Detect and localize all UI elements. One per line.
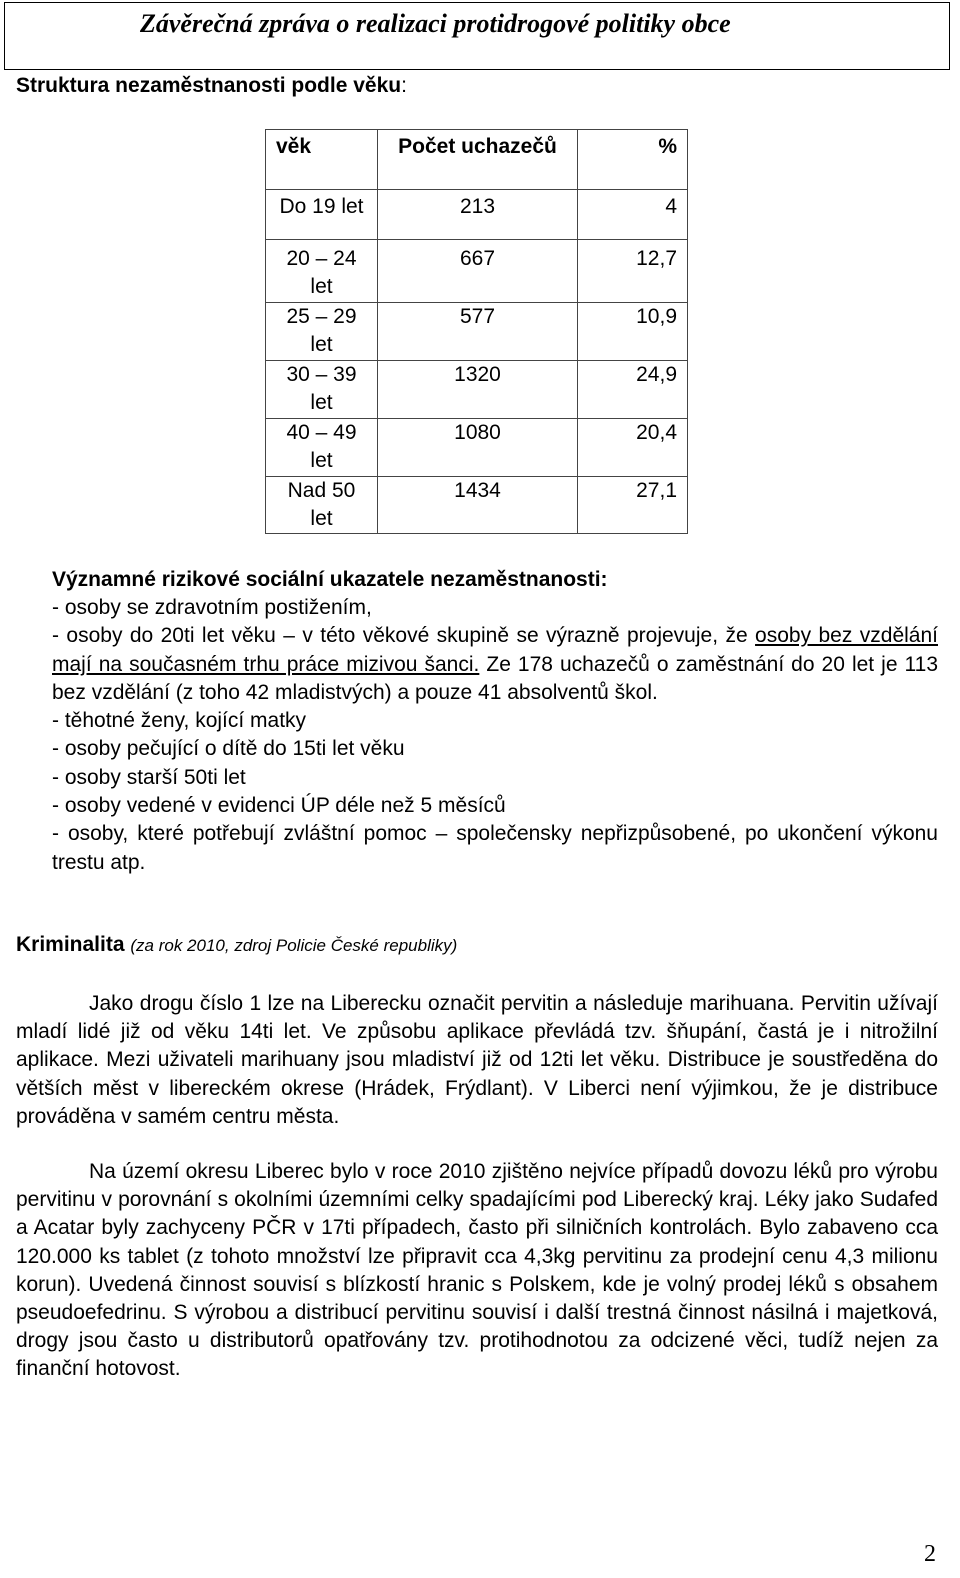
- table-row: [266, 240, 688, 303]
- age-cell: 25 – 29 let: [266, 303, 378, 361]
- list-item: - osoby vedené v evidenci ÚP déle než 5 měsíců: [52, 794, 506, 818]
- list-item: [52, 622, 938, 707]
- table-row: [266, 361, 688, 419]
- percent-cell: 10,9: [578, 303, 688, 361]
- table-row: [266, 303, 688, 361]
- table-header-row: [266, 130, 688, 190]
- crime-heading-text: Kriminalita: [16, 933, 125, 956]
- percent-cell: 12,7: [578, 240, 688, 303]
- list-item: - osoby pečující o dítě do 15ti let věku: [52, 737, 405, 761]
- list-item: - osoby starší 50ti let: [52, 765, 246, 789]
- list-item: - osoby, které potřebují zvláštní pomoc – společensky nepřizpůsobené, po ukončení výkonu trestu atp.: [52, 822, 938, 874]
- unemployment-heading-text: Struktura nezaměstnanosti podle věku: [16, 74, 402, 97]
- list-item: - těhotné ženy, kojící matky: [52, 709, 307, 733]
- document-title: Závěrečná zpráva o realizaci protidrogové politiky obce: [140, 9, 731, 38]
- risk-indicators-list: [52, 594, 938, 877]
- age-cell: 40 – 49 let: [266, 419, 378, 477]
- count-cell: 213: [378, 190, 578, 240]
- page-number: 2: [924, 1541, 936, 1567]
- crime-paragraph-1: Jako drogu číslo 1 lze na Liberecku označit pervitin a následuje marihuana. Pervitin užívají mladí lidé již od věku 14ti let. Ve způsobu aplikace převládá tzv. šňupání, častá je i nitrožilní aplikace. Mezi uživateli marihuany jsou mladiství již od 12ti let věku. Distribuce je soustředěna do větších měst v libereckém okrese (Hrádek, Frýdlant). V Liberci není výjimkou, že je distribuce prováděna v samém centru města.: [16, 992, 938, 1128]
- unemployment-heading-colon: :: [401, 74, 407, 97]
- count-cell: 577: [378, 303, 578, 361]
- column-header-age: věk: [266, 130, 378, 190]
- percent-cell: 4: [578, 190, 688, 240]
- risk-indicators-heading: Významné rizikové sociální ukazatele nezaměstnanosti:: [52, 568, 608, 591]
- column-header-percent: %: [578, 130, 688, 190]
- age-cell: Nad 50 let: [266, 477, 378, 534]
- page-header: [4, 2, 950, 70]
- age-cell: Do 19 let: [266, 190, 378, 240]
- list-item-text: - osoby do 20ti let věku – v této věkové skupině se výrazně projevuje, že: [52, 624, 756, 648]
- age-cell: 20 – 24 let: [266, 240, 378, 303]
- count-cell: 1080: [378, 419, 578, 477]
- underlined-text: osoby bez vzdělání mají na současném trhu práce mizivou šanci.: [52, 624, 938, 676]
- count-cell: 1320: [378, 361, 578, 419]
- table-row: [266, 190, 688, 240]
- list-item: - osoby se zdravotním postižením,: [52, 596, 372, 619]
- unemployment-table: [265, 129, 688, 534]
- crime-heading: [16, 933, 457, 957]
- list-item-text: Ze 178 uchazečů o zaměstnání do 20 let je 113 bez vzdělání (z toho 42 mladistvých) a pouze 41 absolventů škol.: [52, 652, 938, 704]
- unemployment-heading: [16, 74, 407, 98]
- table-row: [266, 419, 688, 477]
- percent-cell: 27,1: [578, 477, 688, 534]
- crime-source-note: (za rok 2010, zdroj Policie České republiky): [130, 936, 458, 955]
- count-cell: 1434: [378, 477, 578, 534]
- table-row: [266, 477, 688, 534]
- age-cell: 30 – 39 let: [266, 361, 378, 419]
- crime-paragraph-2: Na území okresu Liberec bylo v roce 2010 zjištěno nejvíce případů dovozu léků pro výrobu pervitinu v porovnání s okolními územními celky spadajícími pod Liberecký kraj. Léky jako Sudafed a Acatar byly zachyceny PČR v 17ti případech, často při silničních kontrolách. Bylo zabaveno cca 120.000 ks tablet (z tohoto množství lze připravit cca 4,3kg pervitinu za prodejní cenu 4,3 milionu korun). Uvedená činnost souvisí s blízkostí hranic s Polskem, kde je volný prodej léků s obsahem pseudoefedrinu. S výrobou a distribucí pervitinu souvisí i další trestná činnost násilná i majetková, drogy jsou často u distributorů opatřovány tzv. protihodnotou za odcizené věci, tudíž nejen za finanční hotovost.: [16, 1160, 938, 1381]
- count-cell: 667: [378, 240, 578, 303]
- column-header-count: Počet uchazečů: [378, 130, 578, 190]
- percent-cell: 24,9: [578, 361, 688, 419]
- percent-cell: 20,4: [578, 419, 688, 477]
